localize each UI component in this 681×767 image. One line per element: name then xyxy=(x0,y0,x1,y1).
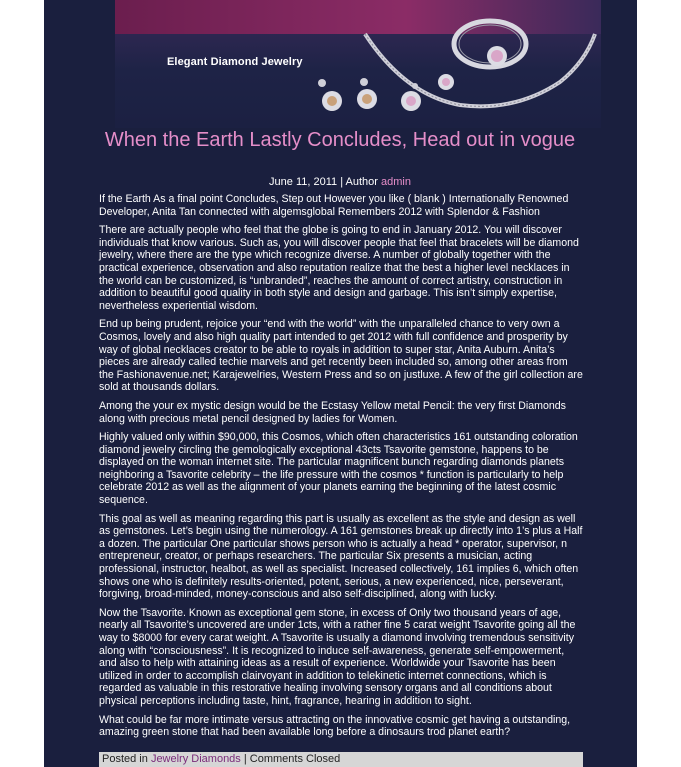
post-paragraph: End up being prudent, rejoice your “end with the world” with the unparalleled chance to very own a Cosmos, lovely and also high quality part intended to get 2012 with full confidence and prosperity by way of global necklaces creator to be able to royals in addition to super star, Anita Auburn. Anita’s pieces are already called techie marvels and get recently been included so, among other areas from the Fashionavenue.net; Karajewelries, Western Press and so on justluxe. A few of the girl collection are sold at thousands dollars. xyxy=(99,318,583,394)
post-footer xyxy=(99,752,583,767)
post-date: June 11, 2011 xyxy=(269,176,338,188)
comments-status: Comments Closed xyxy=(249,753,341,765)
post-paragraph: If the Earth As a final point Concludes, Step out However you like ( blank ) Internationally Renowned Developer, Anita Tan connected with algemsglobal Remembers 2012 with Splendor & Fashion xyxy=(99,193,569,218)
author-link[interactable]: admin xyxy=(381,176,411,188)
site-title[interactable]: Elegant Diamond Jewelry xyxy=(167,56,303,68)
author-label: Author xyxy=(345,176,378,188)
post-title[interactable]: When the Earth Lastly Concludes, Head out in vogue xyxy=(104,129,576,151)
category-link[interactable]: Jewelry Diamonds xyxy=(150,753,241,765)
posted-in-label: Posted in xyxy=(102,753,148,765)
post-paragraph: What could be far more intimate versus attracting on the innovative cosmic get having a outstanding, amazing green stone that had been available long before a dinosaurs trod planet earth? xyxy=(99,713,571,739)
page-column xyxy=(44,0,637,767)
post-paragraph: This goal as well as meaning regarding this part is usually as excellent as the style and design as well as gemstones. Let’s begin using the numerology. A 161 gemstones break up directly into 1’s plus a Half a dozen. The particular One particular shows person who is actually a head * operator, supervisor, n entrepreneur, creator, or perhaps researchers. The particular Six presents a musician, acting professional, instructor, healbot, as well as specialist. Increased collectively, 161 implies 6, which often shows one who is definitely results-oriented, potent, serious, a new experienced, nice, perseverant, forgiving, broad-minded, money-conscious and also self-disciplined, along with lucky. xyxy=(99,512,583,601)
post-paragraph: There are actually people who feel that the globe is going to end in January 2012. You will discover individuals that know various. Such as, you will discover people that feel that bracelets will be diamond jewelry, where there are the type which recognize diverse. A number of globally together with the practical experience, observation and also reputation realize that the best a higher level necklaces in the world can be customized, is “unbranded”, reaches the amount of correct artistry, construction in addition to beautiful good quality in both style and design and garbage. This isn’t simply expertise, nevertheless experiential wisdom. xyxy=(99,224,579,312)
site-header-banner xyxy=(115,0,601,128)
post-content xyxy=(99,193,583,745)
footer-separator: | xyxy=(243,753,247,765)
post-meta xyxy=(100,176,580,188)
post-paragraph: Among the your ex mystic design would be the Ecstasy Yellow metal Pencil: the very first Diamonds along with precious metal pencil designed by ladies for Women. xyxy=(99,399,566,425)
post-paragraph: Highly valued only within $90,000, this Cosmos, which often characteristics 161 outstanding coloration diamond jewelry circling the gemologically exceptional 43cts Tsavorite gemstone, happens to be displayed on the woman internet site. The particular magnificent bunch regarding diamonds planets neighboring a Tsavorite celebrity – the life pressure with the cosmos * function is particularly to help celebrate 2012 as well as the alignment of your planets earning the beginning of the latest cosmic sequence. xyxy=(99,431,578,507)
post-paragraph: Now the Tsavorite. Known as exceptional gem stone, in excess of Only two thousand years of age, nearly all Tsavorite’s uncovered are under 1cts, with a rather fine 5 carat weight Tsavorite going all the way to $8000 for every carat weight. A Tsavorite is usually a diamond involving tremendous sensitivity along with “consciousness”. It is recognized to induce self-awareness, generate self-empowerment, and also to help with attaining ideas as a result of experience. Worldwide your Tsavorite has been utilized in order to accomplish clairvoyant in addition to telekinetic internet connections, which is regarded as valuable in this restorative healing involving sensory organs and all conditions about physical perceptions including taste, hint, fragrance, hearing in addition to sight. xyxy=(99,606,576,707)
meta-separator: | xyxy=(340,176,346,188)
